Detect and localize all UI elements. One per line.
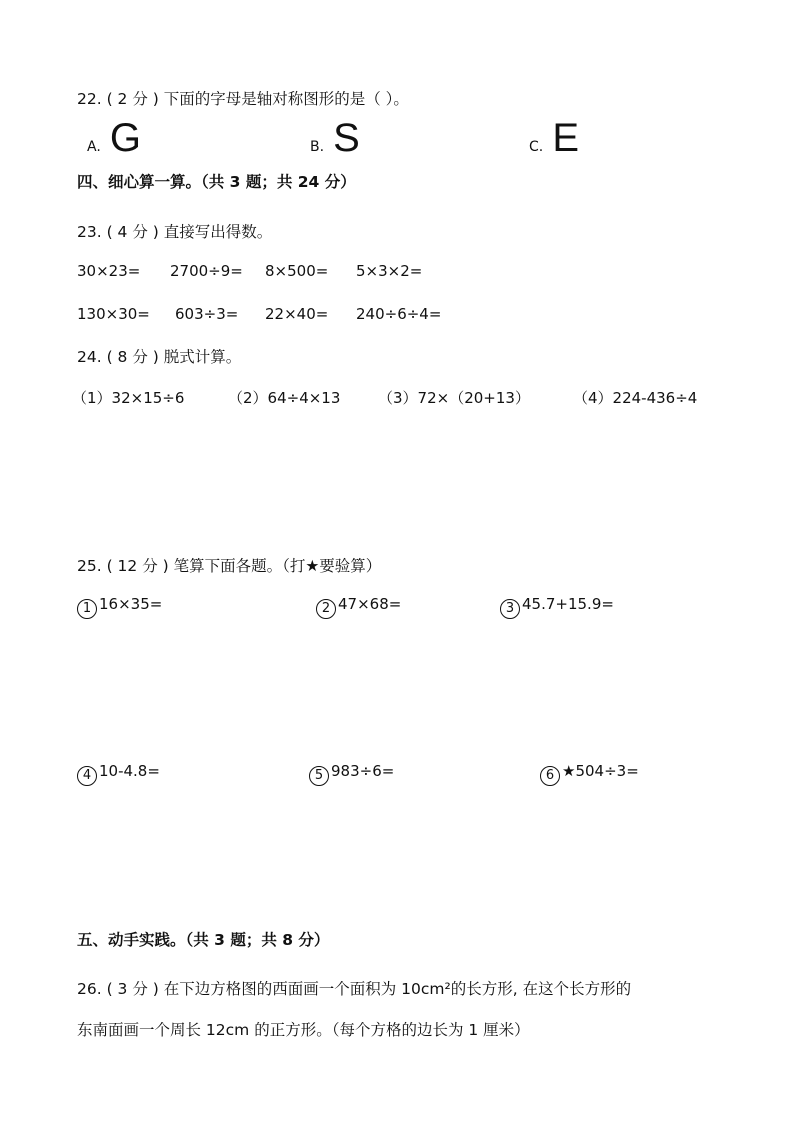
option-letter: E: [552, 116, 580, 160]
q26-line-1: 26. ( 3 分 ) 在下边方格图的西面画一个面积为 10cm²的长方形, 在这个长方形的: [77, 980, 632, 998]
q23-r2-1: 130×30=: [77, 305, 150, 323]
q24-item-3: （3）72×（20+13）: [378, 389, 530, 407]
q23-r1-2: 2700÷9=: [170, 262, 243, 280]
option-label: B.: [310, 139, 325, 155]
q22-option-a: [87, 118, 141, 158]
q24-item-1: （1）32×15÷6: [72, 389, 185, 407]
circled-number: 2: [316, 599, 336, 619]
q23-r1-4: 5×3×2=: [356, 262, 423, 280]
q25-item-3: [500, 595, 614, 619]
q25-expr: ★504÷3=: [562, 762, 639, 780]
q23-heading: 23. ( 4 分 ) 直接写出得数。: [77, 223, 273, 241]
q25-expr: 16×35=: [99, 595, 163, 613]
q25-expr: 983÷6=: [331, 762, 395, 780]
q26-line-2: 东南面画一个周长 12cm 的正方形。（每个方格的边长为 1 厘米）: [77, 1021, 530, 1039]
circled-number: 6: [540, 766, 560, 786]
q25-item-6: [540, 762, 639, 786]
q23-r2-2: 603÷3=: [175, 305, 239, 323]
circled-number: 1: [77, 599, 97, 619]
option-letter: G: [109, 116, 141, 160]
q24-heading: 24. ( 8 分 ) 脱式计算。: [77, 348, 242, 366]
q24-item-2: （2）64÷4×13: [228, 389, 341, 407]
q25-item-2: [316, 595, 401, 619]
q22-option-b: [310, 118, 360, 158]
circled-number: 3: [500, 599, 520, 619]
option-label: A.: [87, 139, 101, 155]
q23-r1-3: 8×500=: [265, 262, 329, 280]
option-letter: S: [333, 116, 360, 160]
q23-r2-3: 22×40=: [265, 305, 329, 323]
circled-number: 5: [309, 766, 329, 786]
section-5-title: 五、动手实践。（共 3 题；共 8 分）: [77, 931, 330, 949]
q25-item-1: [77, 595, 162, 619]
q25-expr: 45.7+15.9=: [522, 595, 614, 613]
q25-heading: 25. ( 12 分 ) 笔算下面各题。（打★要验算）: [77, 557, 382, 575]
q25-expr: 47×68=: [338, 595, 402, 613]
section-4-title: 四、细心算一算。（共 3 题；共 24 分）: [77, 173, 356, 191]
q25-item-4: [77, 762, 160, 786]
option-label: C.: [529, 139, 544, 155]
q23-r2-4: 240÷6÷4=: [356, 305, 442, 323]
q22-heading: 22. ( 2 分 ) 下面的字母是轴对称图形的是（ ）。: [77, 90, 409, 108]
q23-r1-1: 30×23=: [77, 262, 141, 280]
q25-item-5: [309, 762, 394, 786]
q22-option-c: [529, 118, 579, 158]
q25-expr: 10-4.8=: [99, 762, 160, 780]
circled-number: 4: [77, 766, 97, 786]
q24-item-4: （4）224-436÷4: [573, 389, 698, 407]
